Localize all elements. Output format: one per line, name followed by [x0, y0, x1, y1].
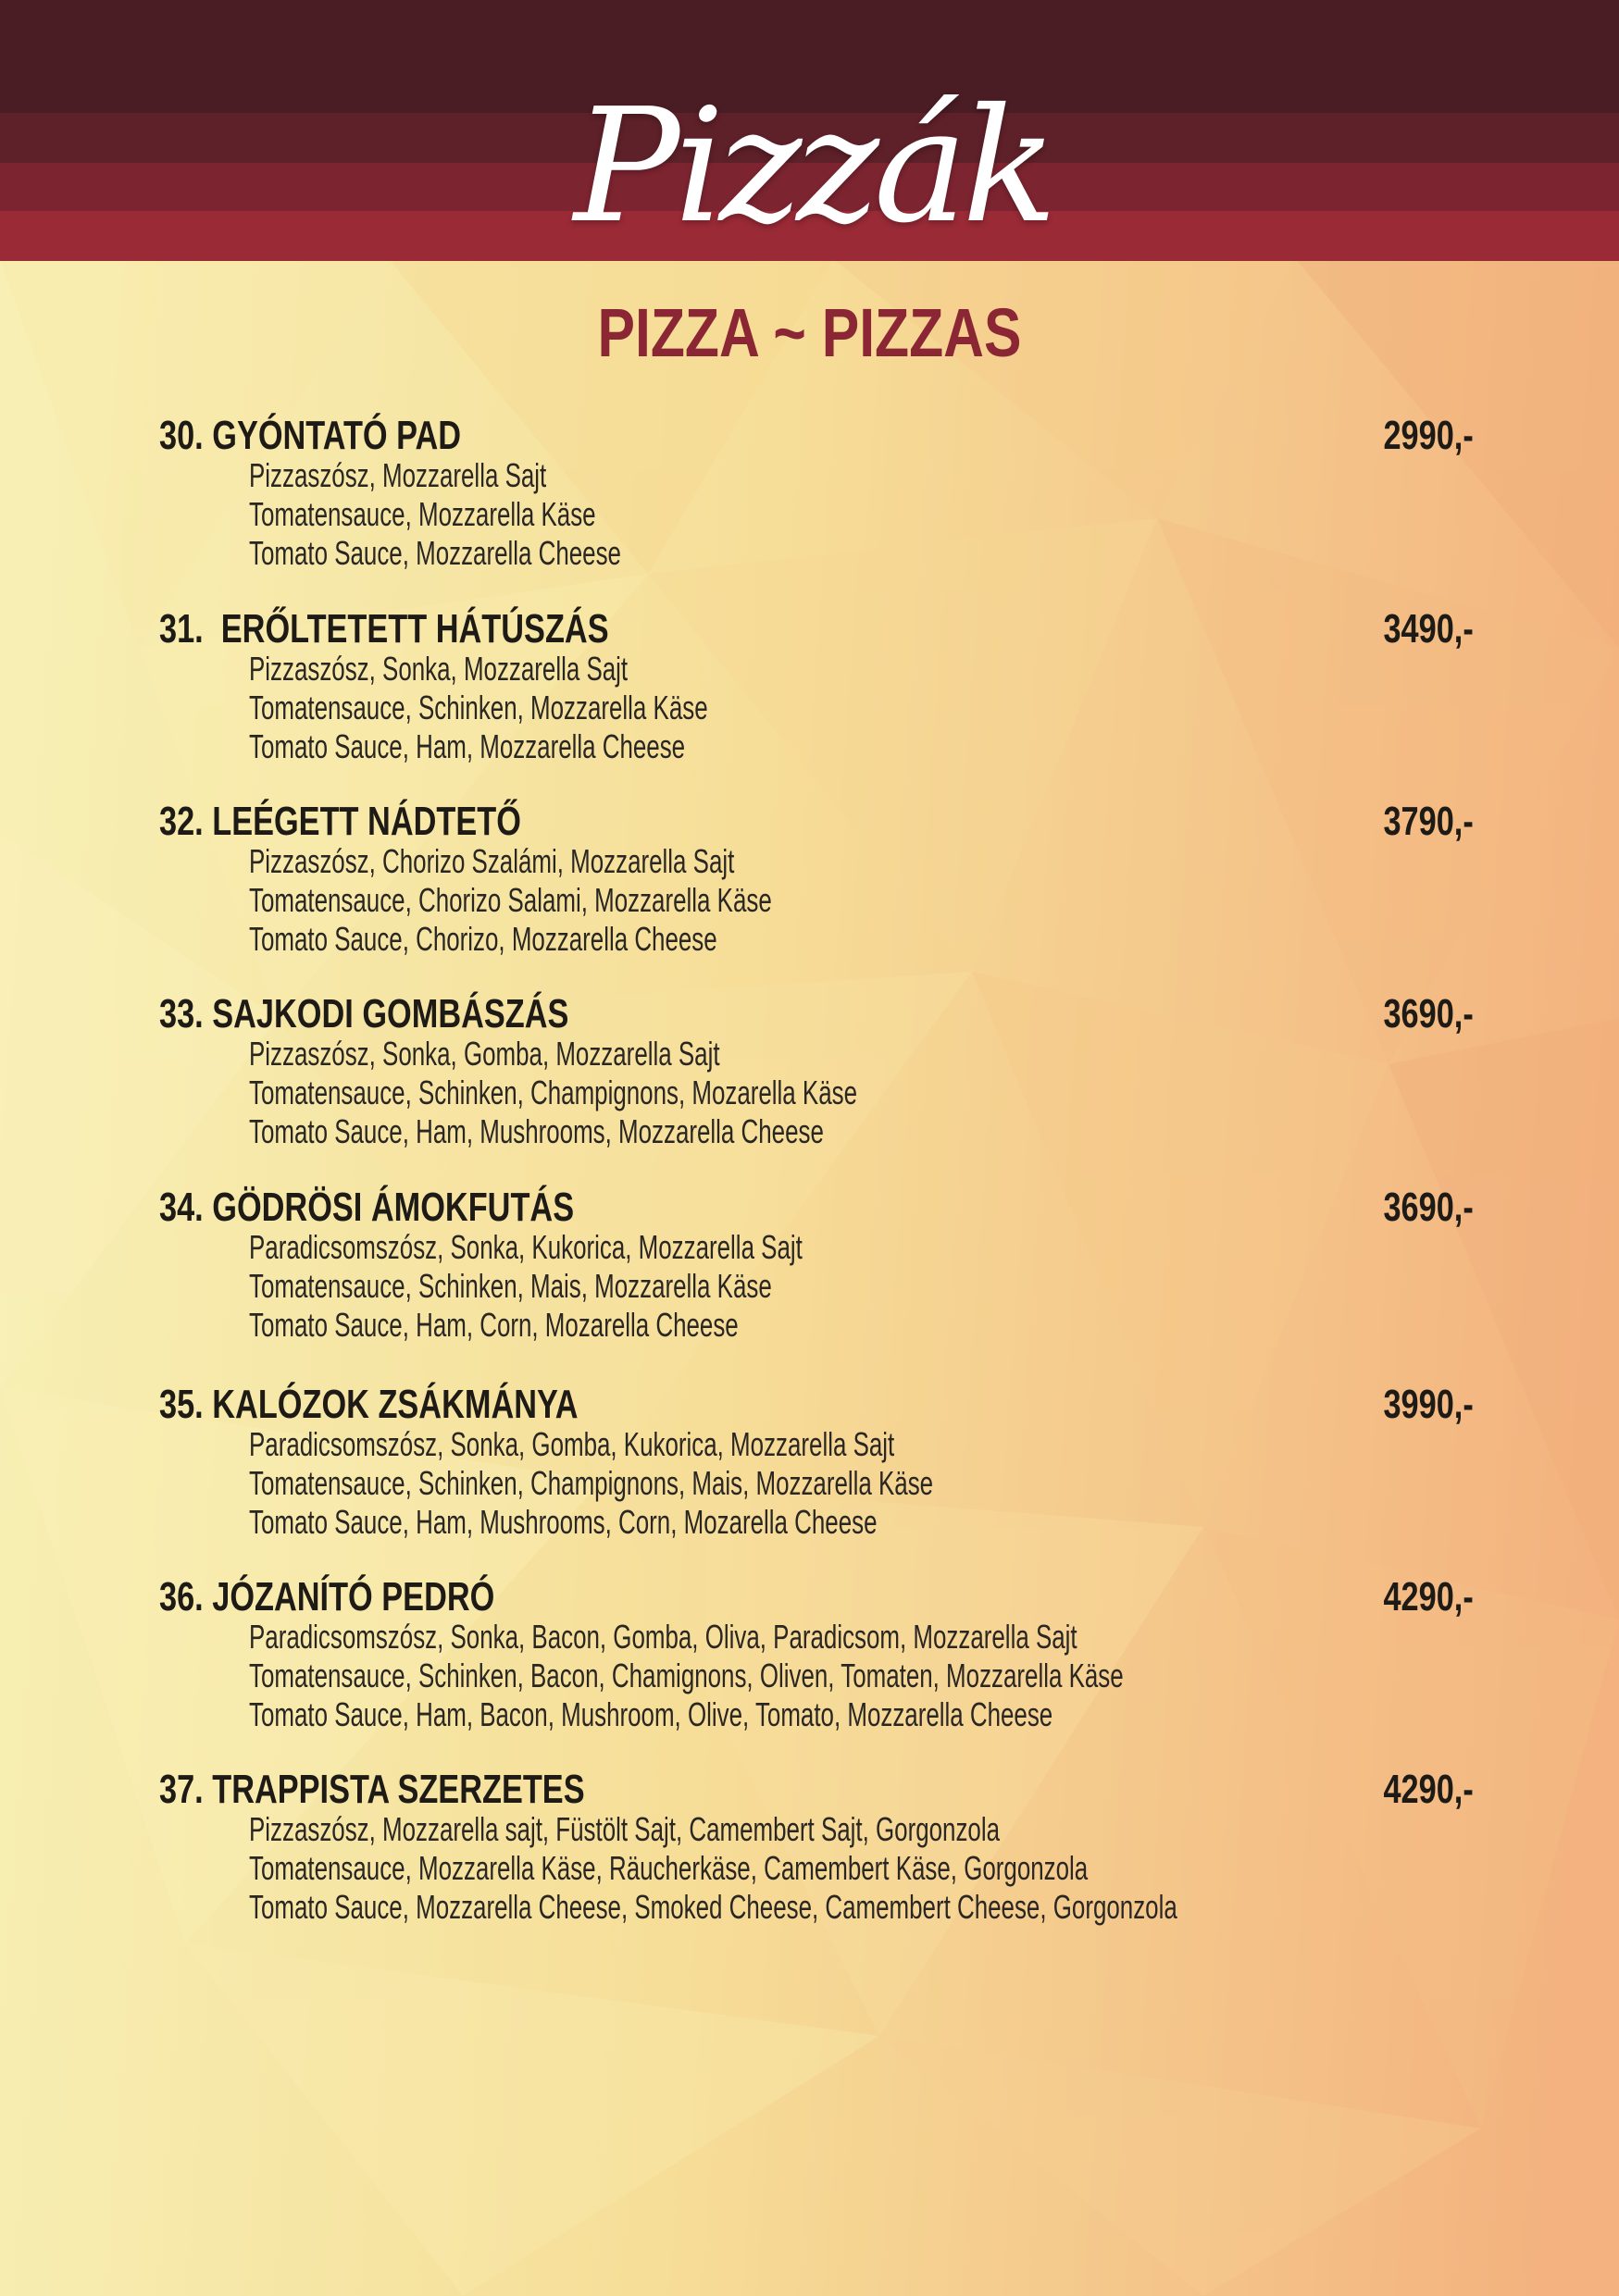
description-line-de: Tomatensauce, Chorizo Salami, Mozzarella Käse — [249, 881, 772, 919]
menu-item — [159, 1381, 1474, 1566]
menu-item — [159, 605, 1474, 790]
description-line-hu: Pizzaszósz, Mozzarella sajt, Füstölt Sajt, Camembert Sajt, Gorgonzola — [249, 1810, 1001, 1848]
menu-item-price: 3990,- — [1383, 1382, 1474, 1427]
menu-item-price: 4290,- — [1383, 1767, 1474, 1812]
menu-item-description — [249, 1228, 803, 1345]
description-line-de: Tomatensauce, Mozzarella Käse — [249, 495, 596, 533]
menu-item-description — [249, 1618, 1124, 1734]
description-line-en: Tomato Sauce, Ham, Mushrooms, Corn, Mozarella Cheese — [249, 1503, 878, 1541]
pizzak-script-logo: Pizzák — [574, 75, 1052, 258]
menu-item-price: 3690,- — [1383, 1185, 1474, 1230]
description-line-en: Tomato Sauce, Ham, Mushrooms, Mozzarella Cheese — [249, 1112, 824, 1150]
menu-item — [159, 412, 1474, 597]
description-line-hu: Pizzaszósz, Sonka, Gomba, Mozzarella Sajt — [249, 1035, 720, 1073]
menu-item-description — [249, 650, 708, 766]
menu-item-price: 3690,- — [1383, 991, 1474, 1036]
menu-item-price: 4290,- — [1383, 1574, 1474, 1620]
description-line-de: Tomatensauce, Schinken, Champignons, Mozarella Käse — [249, 1074, 857, 1111]
description-line-hu: Pizzaszósz, Chorizo Szalámi, Mozzarella Sajt — [249, 842, 735, 880]
menu-item-name: 31. ERŐLTETETT HÁTÚSZÁS — [159, 606, 609, 652]
description-line-de: Tomatensauce, Schinken, Bacon, Chamignons, Oliven, Tomaten, Mozzarella Käse — [249, 1657, 1124, 1694]
menu-item-description — [249, 1810, 1177, 1927]
section-title: PIZZA ~ PIZZAS — [597, 294, 1022, 371]
description-line-hu: Pizzaszósz, Mozzarella Sajt — [249, 456, 547, 494]
menu-item-description — [249, 1035, 857, 1151]
menu-item-name: 30. GYÓNTATÓ PAD — [159, 413, 462, 458]
menu-item — [159, 1573, 1474, 1758]
menu-item-price: 3490,- — [1383, 606, 1474, 652]
menu-item-name: 33. SAJKODI GOMBÁSZÁS — [159, 991, 569, 1036]
description-line-de: Tomatensauce, Schinken, Mais, Mozzarella Käse — [249, 1267, 772, 1305]
description-line-de: Tomatensauce, Schinken, Mozzarella Käse — [249, 689, 708, 726]
description-line-hu: Paradicsomszósz, Sonka, Bacon, Gomba, Oliva, Paradicsom, Mozzarella Sajt — [249, 1618, 1077, 1656]
menu-item-description — [249, 1425, 933, 1542]
description-line-en: Tomato Sauce, Ham, Bacon, Mushroom, Olive, Tomato, Mozzarella Cheese — [249, 1695, 1053, 1733]
menu-item-name: 37. TRAPPISTA SZERZETES — [159, 1767, 585, 1812]
description-line-hu: Pizzaszósz, Sonka, Mozzarella Sajt — [249, 650, 629, 688]
description-line-de: Tomatensauce, Mozzarella Käse, Räucherkäse, Camembert Käse, Gorgonzola — [249, 1849, 1089, 1887]
description-line-hu: Paradicsomszósz, Sonka, Gomba, Kukorica, Mozzarella Sajt — [249, 1425, 895, 1463]
description-line-en: Tomato Sauce, Ham, Mozzarella Cheese — [249, 727, 686, 765]
menu-item — [159, 990, 1474, 1175]
menu-item-name: 32. LEÉGETT NÁDTETŐ — [159, 799, 521, 844]
description-line-en: Tomato Sauce, Ham, Corn, Mozarella Cheese — [249, 1306, 739, 1344]
menu-item — [159, 798, 1474, 983]
menu-item-name: 35. KALÓZOK ZSÁKMÁNYA — [159, 1382, 579, 1427]
description-line-en: Tomato Sauce, Mozzarella Cheese, Smoked Cheese, Camembert Cheese, Gorgonzola — [249, 1888, 1177, 1926]
menu-item-description — [249, 456, 621, 573]
menu-item-price: 2990,- — [1383, 413, 1474, 458]
description-line-en: Tomato Sauce, Chorizo, Mozzarella Cheese — [249, 920, 717, 958]
description-line-de: Tomatensauce, Schinken, Champignons, Mais, Mozzarella Käse — [249, 1464, 934, 1502]
menu-item — [159, 1184, 1474, 1369]
menu-item-price: 3790,- — [1383, 799, 1474, 844]
menu-item — [159, 1766, 1474, 1951]
menu-item-description — [249, 842, 772, 959]
menu-item-name: 36. JÓZANÍTÓ PEDRÓ — [159, 1574, 495, 1620]
menu-item-name: 34. GÖDRÖSI ÁMOKFUTÁS — [159, 1185, 575, 1230]
description-line-en: Tomato Sauce, Mozzarella Cheese — [249, 534, 621, 572]
description-line-hu: Paradicsomszósz, Sonka, Kukorica, Mozzarella Sajt — [249, 1228, 803, 1266]
